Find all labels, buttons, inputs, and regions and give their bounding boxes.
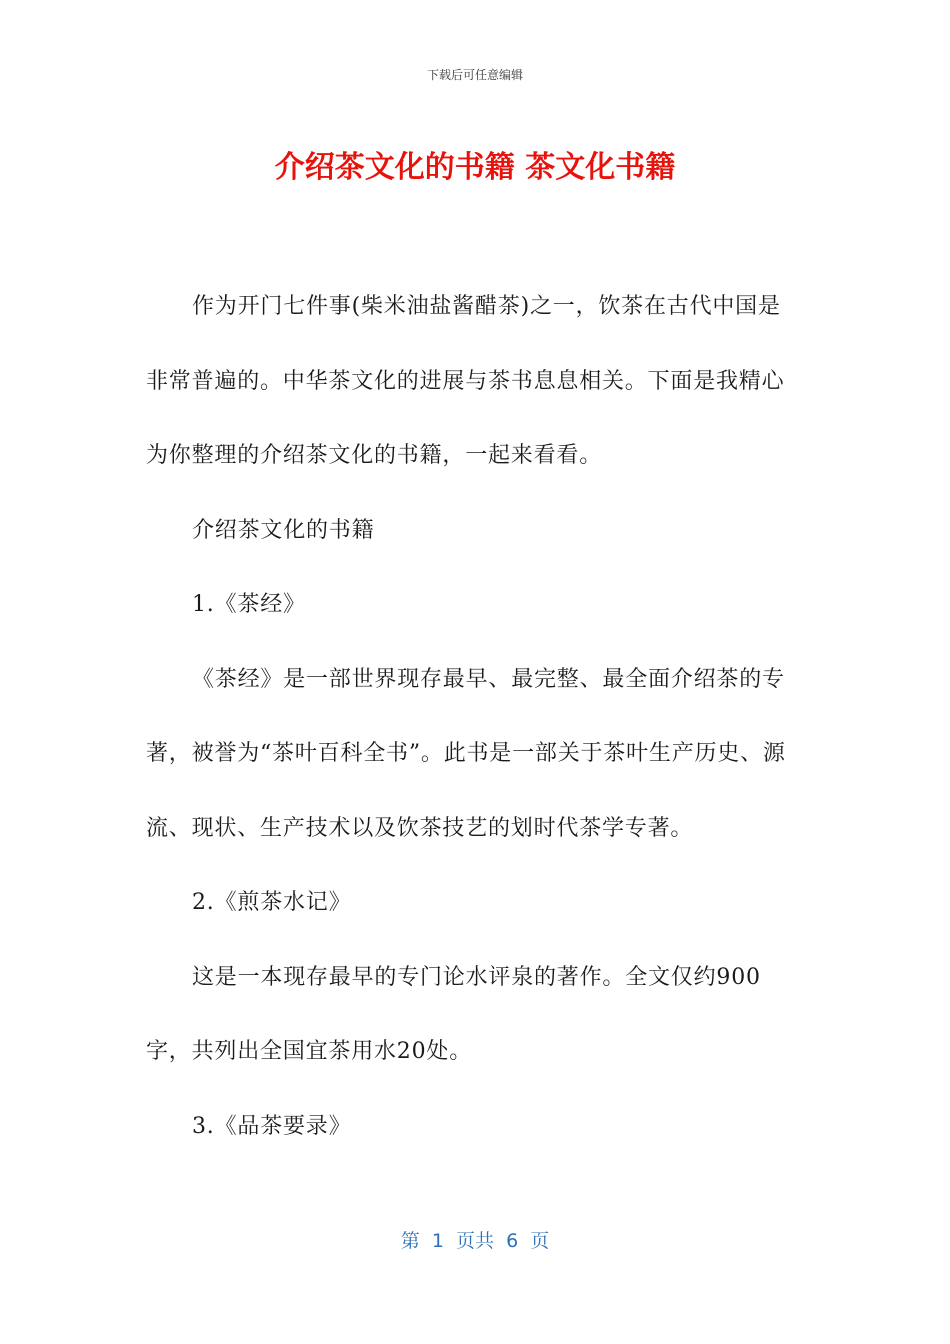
page-footer: 第 1 页共 6 页 (400, 1230, 550, 1252)
list-item-2-desc: 这是一本现存最早的专门论水评泉的著作。全文仅约900字，共列出全国宜茶用水20处。 (146, 964, 761, 1064)
document-title: 介绍茶文化的书籍 茶文化书籍 (274, 150, 676, 185)
section-heading: 介绍茶文化的书籍 (192, 517, 375, 543)
header-note: 下载后可任意编辑 (426, 68, 523, 82)
list-item-1-desc: 《茶经》是一部世界现存最早、最完整、最全面介绍茶的专著，被誉为“茶叶百科全书”。此书是一部关于茶叶生产历史、源流、现状、生产技术以及饮茶技艺的划时代茶学专著。 (146, 666, 786, 841)
paragraph-intro: 作为开门七件事(柴米油盐酱醋茶)之一，饮茶在古代中国是非常普遍的。中华茶文化的进展与茶书息息相关。下面是我精心为你整理的介绍茶文化的书籍，一起来看看。 (146, 294, 785, 468)
list-item-2-title: 2.《煎茶水记》 (192, 890, 352, 915)
document-body (146, 270, 796, 1164)
list-item-1-title: 1.《茶经》 (192, 592, 306, 617)
list-item-3-title: 3.《品茶要录》 (192, 1113, 352, 1139)
